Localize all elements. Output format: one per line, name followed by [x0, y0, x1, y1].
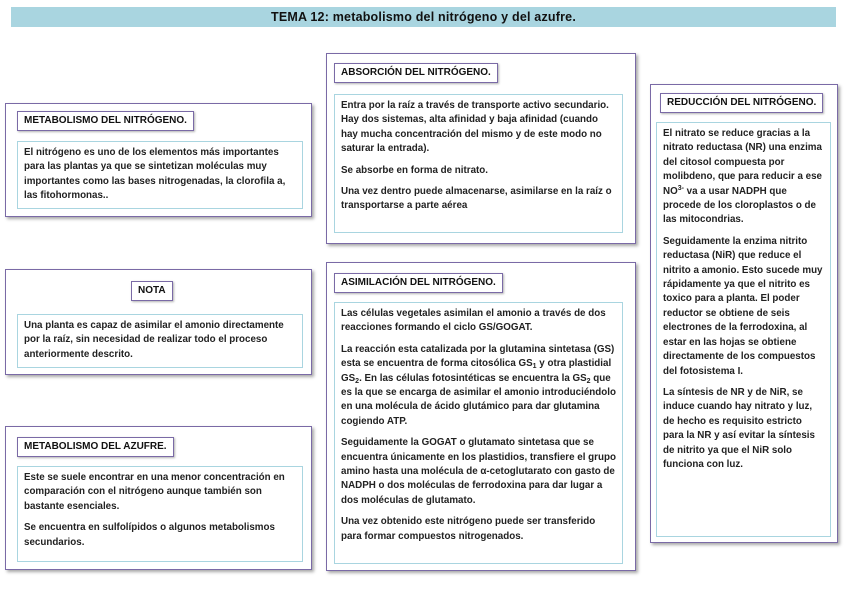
nota-text: Una planta es capaz de asimilar el amonio directamente por la raíz, sin necesidad de realizar todo el proceso anteriormente descrito. — [17, 314, 303, 368]
absorcion-text: Entra por la raíz a través de transporte activo secundario. Hay dos sistemas, alta afinidad y baja afinidad (cuando hay mucha concentración del mismo y de este modo no saturar la entrada). Se absorbe en forma de nitrato. Una vez dentro puede almacenarse, asimilarse en la raíz o transportarse a parte aérea — [334, 94, 623, 233]
metabolismo-azufre-text: Este se suele encontrar en una menor concentración en comparación con el nitrógeno aunque también son bastante esenciales. Se encuentra en sulfolípidos o algunos metabolismos secundarios. — [17, 466, 303, 562]
reduccion-heading: REDUCCIÓN DEL NITRÓGENO. — [660, 93, 823, 113]
asimilacion-text: Las células vegetales asimilan el amonio a través de dos reacciones formando el ciclo GS/GOGAT. La reacción esta catalizada por la glutamina sintetasa (GS) esta se encuentra de forma citosólica $GS_1$ y otra plastidial $GS_2$. En las células fotosintéticas se encuentra la $GS_2$ que es la que se encarga de asimilar el amonio introduciéndolo en una molécula de ácido glutámico para dar glutamina cogiendo ATP. Seguidamente la GOGAT o glutamato sintetasa que se encuentra únicamente en los plastidios, transfiere el grupo amino hasta una molécula de α-cetoglutarato con gasto de NADPH o dos moléculas de ferrodoxina para dar lugar a dos moléculas de glutamato. Una vez obtenido este nitrógeno puede ser transferido para formar compuestos nitrogenados. — [334, 302, 623, 564]
absorcion-heading: ABSORCIÓN DEL NITRÓGENO. — [334, 63, 498, 83]
metabolismo-nitrogeno-text: El nitrógeno es uno de los elementos más importantes para las plantas ya que se sintetizan moléculas muy importantes como las bases nitrogenadas, la clorofila a, las fitohormonas.. — [17, 141, 303, 209]
metabolismo-nitrogeno-heading: METABOLISMO DEL NITRÓGENO. — [17, 111, 194, 131]
reduccion-text: El nitrato se reduce gracias a la nitrato reductasa (NR) una enzima del citosol compuesta por molibdeno, que para reducir a ese $NO^{3-}$ va a usar NADPH que procede de los cloroplastos o de las mitocondrias. Seguidamente la enzima nitrito reductasa (NiR) que reduce el nitrito a amonio. Esto sucede muy rápidamente ya que el nitrito es toxico para a planta. El poder reductor se obtiene de seis electrones de la ferrodoxina, al estar en las hojas se obtiene directamente de los compuestos del fotosistema I. La síntesis de NR y de NiR, se induce cuando hay nitrato y luz, de hecho es requisito estricto para la NR y así evitar la síntesis de nitrito ya que el NiR solo funciona con luz. — [656, 122, 831, 537]
nota-heading: NOTA — [131, 281, 173, 301]
metabolismo-azufre-heading: METABOLISMO DEL AZUFRE. — [17, 437, 174, 457]
page-title: TEMA 12: metabolismo del nitrógeno y del azufre. — [11, 7, 836, 27]
asimilacion-heading: ASIMILACIÓN DEL NITRÓGENO. — [334, 273, 503, 293]
